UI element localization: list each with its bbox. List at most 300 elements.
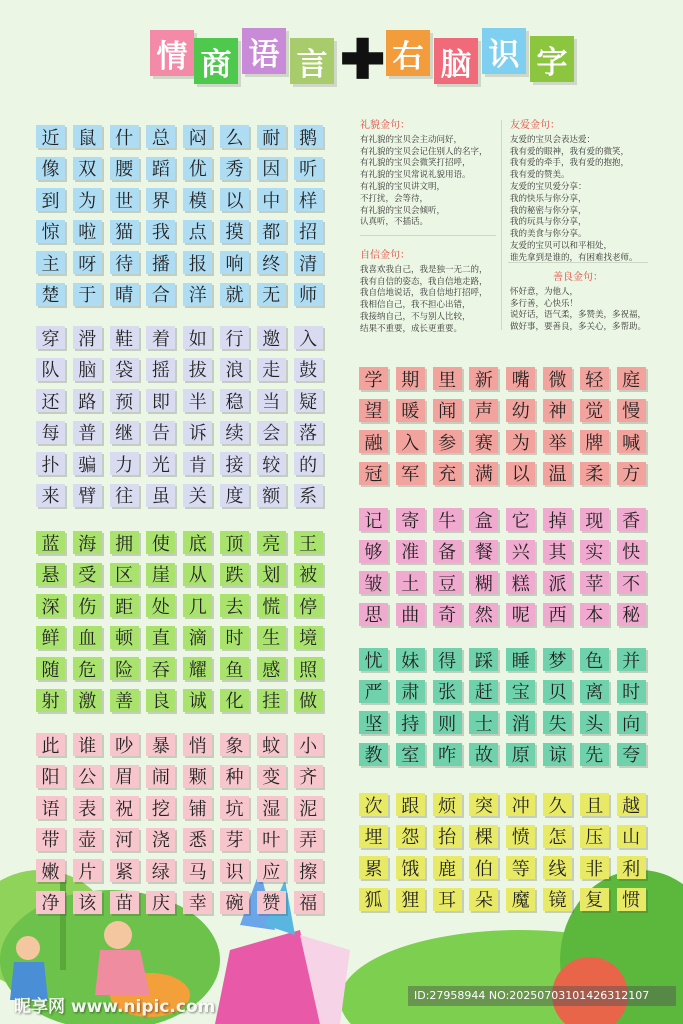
quote-line: 我喜欢我自己，我是独一无二的， <box>360 264 488 275</box>
quote-politeness <box>360 120 488 229</box>
char-card: 待 <box>110 251 139 274</box>
char-card: 土 <box>396 571 425 594</box>
char-card: 轻 <box>580 367 609 390</box>
char-card: 够 <box>359 540 388 563</box>
char-row <box>359 793 653 819</box>
char-card: 闻 <box>433 399 462 422</box>
char-card: 豆 <box>433 571 462 594</box>
right-char-block-1 <box>359 367 653 493</box>
char-card: 颗 <box>183 765 212 788</box>
quote-line: 我接纳自己，不与别人比较， <box>360 311 471 322</box>
char-card: 喊 <box>617 430 646 453</box>
char-card: 闷 <box>183 125 212 148</box>
quote-line: 有礼貌的宝贝会微笑打招呼， <box>360 158 471 169</box>
char-card: 着 <box>146 326 175 349</box>
char-card: 响 <box>220 251 249 274</box>
char-card: 啦 <box>73 220 102 243</box>
watermark-id: ID:27958944 NO:20250703101426312107 <box>408 986 676 1006</box>
title-char: 情 <box>150 30 194 76</box>
char-card: 臂 <box>73 484 102 507</box>
char-card: 继 <box>110 421 139 444</box>
char-card: 嘴 <box>506 367 535 390</box>
char-card: 为 <box>506 430 535 453</box>
char-card: 行 <box>220 326 249 349</box>
char-card: 闹 <box>146 765 175 788</box>
char-card: 生 <box>257 626 286 649</box>
char-card: 嫩 <box>36 859 65 882</box>
char-card: 去 <box>220 594 249 617</box>
char-card: 山 <box>617 825 646 848</box>
char-card: 变 <box>257 765 286 788</box>
char-card: 融 <box>359 430 388 453</box>
char-card: 海 <box>73 531 102 554</box>
char-card: 牛 <box>433 508 462 531</box>
char-card: 魔 <box>506 888 535 911</box>
char-card: 复 <box>580 888 609 911</box>
char-card: 识 <box>220 859 249 882</box>
char-card: 化 <box>220 689 249 712</box>
title-char: 语 <box>242 28 286 74</box>
char-card: 惯 <box>617 888 646 911</box>
char-card: 然 <box>469 603 498 626</box>
char-card: 快 <box>617 540 646 563</box>
char-card: 到 <box>36 188 65 211</box>
char-card: 绿 <box>146 859 175 882</box>
char-row <box>359 367 653 393</box>
char-card: 鞋 <box>110 326 139 349</box>
char-card: 头 <box>580 711 609 734</box>
char-card: 得 <box>433 648 462 671</box>
char-card: 划 <box>257 563 286 586</box>
char-card: 悄 <box>183 733 212 756</box>
char-card: 实 <box>580 540 609 563</box>
quote-line: 友爱的宝贝可以和平相处， <box>510 240 613 251</box>
char-card: 掉 <box>543 508 572 531</box>
char-card: 中 <box>257 188 286 211</box>
char-card: 坚 <box>359 711 388 734</box>
char-card: 慢 <box>617 399 646 422</box>
char-card: 张 <box>433 680 462 703</box>
char-card: 突 <box>469 793 498 816</box>
quote-line: 我相信自己，我不担心出错， <box>360 300 471 311</box>
title-char: 脑 <box>434 38 478 84</box>
char-card: 悬 <box>36 563 65 586</box>
char-card: 秀 <box>220 157 249 180</box>
char-card: 柔 <box>580 462 609 485</box>
char-card: 餐 <box>469 540 498 563</box>
char-card: 鼓 <box>294 358 323 381</box>
char-card: 紧 <box>110 859 139 882</box>
char-card: 愤 <box>506 825 535 848</box>
char-card: 表 <box>73 796 102 819</box>
quote-title: 自信金句： <box>360 250 410 261</box>
char-card: 被 <box>294 563 323 586</box>
char-card: 眉 <box>110 765 139 788</box>
char-card: 幸 <box>183 891 212 914</box>
char-card: 随 <box>36 657 65 680</box>
char-card: 点 <box>183 220 212 243</box>
char-card: 落 <box>294 421 323 444</box>
char-card: 猫 <box>110 220 139 243</box>
quote-line: 多行善，心快乐！ <box>510 298 579 309</box>
char-card: 浇 <box>146 828 175 851</box>
char-card: 无 <box>257 283 286 306</box>
char-card: 里 <box>433 367 462 390</box>
char-card: 幼 <box>506 399 535 422</box>
char-card: 力 <box>110 452 139 475</box>
char-card: 记 <box>359 508 388 531</box>
char-card: 我 <box>146 220 175 243</box>
quote-line: 说好话，语气柔，多赞美，多祝福， <box>510 310 647 321</box>
char-card: 累 <box>359 856 388 879</box>
char-card: 呀 <box>73 251 102 274</box>
char-card: 吞 <box>146 657 175 680</box>
char-card: 师 <box>294 283 323 306</box>
char-card: 微 <box>543 367 572 390</box>
char-row <box>36 733 330 759</box>
char-card: 苗 <box>110 891 139 914</box>
char-card: 小 <box>294 733 323 756</box>
char-card: 利 <box>617 856 646 879</box>
char-card: 糊 <box>469 571 498 594</box>
char-card: 直 <box>146 626 175 649</box>
char-card: 境 <box>294 626 323 649</box>
quote-line: 我的快乐与你分享， <box>510 193 587 204</box>
char-card: 就 <box>220 283 249 306</box>
right-char-block-2 <box>359 508 653 634</box>
char-row <box>359 540 653 566</box>
char-card: 寄 <box>396 508 425 531</box>
char-card: 望 <box>359 399 388 422</box>
char-card: 摇 <box>146 358 175 381</box>
quote-friendship <box>510 120 638 265</box>
char-card: 镜 <box>543 888 572 911</box>
char-card: 悉 <box>183 828 212 851</box>
char-card: 队 <box>36 358 65 381</box>
char-card: 光 <box>146 452 175 475</box>
char-row <box>36 531 330 557</box>
quote-line: 友爱的宝贝爱分享： <box>510 181 587 192</box>
char-card: 较 <box>257 452 286 475</box>
char-card: 越 <box>617 793 646 816</box>
char-card: 像 <box>36 157 65 180</box>
char-card: 此 <box>36 733 65 756</box>
char-card: 停 <box>294 594 323 617</box>
char-row <box>359 743 653 769</box>
char-card: 跌 <box>220 563 249 586</box>
char-card: 庆 <box>146 891 175 914</box>
char-card: 深 <box>36 594 65 617</box>
char-card: 额 <box>257 484 286 507</box>
quote-confidence <box>360 250 488 336</box>
title-char: 右 <box>386 30 430 76</box>
char-card: 西 <box>543 603 572 626</box>
char-card: 即 <box>146 389 175 412</box>
char-card: 泥 <box>294 796 323 819</box>
char-card: 当 <box>257 389 286 412</box>
quote-divider-vertical <box>501 120 502 330</box>
char-card: 盒 <box>469 508 498 531</box>
char-card: 受 <box>73 563 102 586</box>
char-card: 听 <box>294 157 323 180</box>
char-card: 种 <box>220 765 249 788</box>
char-card: 关 <box>183 484 212 507</box>
char-card: 险 <box>110 657 139 680</box>
char-row <box>36 689 330 715</box>
char-card: 诉 <box>183 421 212 444</box>
char-card: 崖 <box>146 563 175 586</box>
char-card: 洋 <box>183 283 212 306</box>
char-card: 烦 <box>433 793 462 816</box>
char-card: 持 <box>396 711 425 734</box>
quote-line: 有礼貌的宝贝讲文明， <box>360 181 446 192</box>
char-row <box>359 462 653 488</box>
char-card: 呢 <box>506 603 535 626</box>
quote-line: 我有爱的眼神，我有爱的微笑， <box>510 146 630 157</box>
char-card: 入 <box>294 326 323 349</box>
char-card: 派 <box>543 571 572 594</box>
char-card: 近 <box>36 125 65 148</box>
char-card: 拔 <box>183 358 212 381</box>
char-card: 邀 <box>257 326 286 349</box>
char-card: 会 <box>257 421 286 444</box>
char-card: 谁 <box>73 733 102 756</box>
char-card: 齐 <box>294 765 323 788</box>
char-card: 咋 <box>433 743 462 766</box>
char-row <box>36 765 330 791</box>
char-card: 伤 <box>73 594 102 617</box>
char-card: 饿 <box>396 856 425 879</box>
char-card: 片 <box>73 859 102 882</box>
char-card: 以 <box>506 462 535 485</box>
char-card: 播 <box>146 251 175 274</box>
char-row <box>36 484 330 510</box>
char-card: 兴 <box>506 540 535 563</box>
char-row <box>36 796 330 822</box>
char-card: 虽 <box>146 484 175 507</box>
char-card: 处 <box>146 594 175 617</box>
char-card: 狐 <box>359 888 388 911</box>
quote-kindness <box>510 272 646 334</box>
char-card: 于 <box>73 283 102 306</box>
char-card: 暖 <box>396 399 425 422</box>
char-row <box>359 711 653 737</box>
char-card: 晴 <box>110 283 139 306</box>
char-card: 续 <box>220 421 249 444</box>
char-card: 穿 <box>36 326 65 349</box>
quote-line: 我的秘密与你分享， <box>510 205 587 216</box>
char-card: 原 <box>506 743 535 766</box>
right-char-block-4 <box>359 793 653 919</box>
char-card: 度 <box>220 484 249 507</box>
char-card: 象 <box>220 733 249 756</box>
left-char-block-2 <box>36 326 330 516</box>
char-card: 慌 <box>257 594 286 617</box>
char-card: 疑 <box>294 389 323 412</box>
char-card: 参 <box>433 430 462 453</box>
char-card: 非 <box>580 856 609 879</box>
char-card: 善 <box>110 689 139 712</box>
char-row <box>36 452 330 478</box>
char-card: 亮 <box>257 531 286 554</box>
quote-title: 礼貌金句： <box>360 120 410 131</box>
title-char: 言 <box>290 38 334 84</box>
char-card: 鹅 <box>294 125 323 148</box>
char-card: 鼠 <box>73 125 102 148</box>
char-card: 蚊 <box>257 733 286 756</box>
quote-line: 有礼貌的宝贝会倾听， <box>360 205 446 216</box>
char-card: 狸 <box>396 888 425 911</box>
char-card: 则 <box>433 711 462 734</box>
char-card: 楚 <box>36 283 65 306</box>
quote-line: 我有爱的赞美。 <box>510 170 570 181</box>
char-card: 为 <box>73 188 102 211</box>
char-card: 主 <box>36 251 65 274</box>
char-card: 浪 <box>220 358 249 381</box>
char-card: 普 <box>73 421 102 444</box>
char-card: 以 <box>220 188 249 211</box>
char-card: 埋 <box>359 825 388 848</box>
char-card: 抬 <box>433 825 462 848</box>
char-card: 举 <box>543 430 572 453</box>
char-card: 半 <box>183 389 212 412</box>
right-char-block-3 <box>359 648 653 774</box>
char-card: 庭 <box>617 367 646 390</box>
char-card: 室 <box>396 743 425 766</box>
char-row <box>36 626 330 652</box>
char-card: 且 <box>580 793 609 816</box>
quote-line: 友爱的宝贝会表达爱： <box>510 134 596 145</box>
char-card: 摸 <box>220 220 249 243</box>
char-card: 伯 <box>469 856 498 879</box>
char-card: 惊 <box>36 220 65 243</box>
char-card: 样 <box>294 188 323 211</box>
quote-line: 我自信地说话，我自信地打招呼， <box>360 288 488 299</box>
char-row <box>359 399 653 425</box>
char-card: 该 <box>73 891 102 914</box>
left-char-block-3 <box>36 531 330 721</box>
char-card: 军 <box>396 462 425 485</box>
char-card: 都 <box>257 220 286 243</box>
char-card: 袋 <box>110 358 139 381</box>
quote-line: 不打扰，会等待， <box>360 193 429 204</box>
char-card: 坑 <box>220 796 249 819</box>
char-row <box>36 594 330 620</box>
char-card: 挖 <box>146 796 175 819</box>
char-card: 走 <box>257 358 286 381</box>
char-card: 顶 <box>220 531 249 554</box>
char-card: 新 <box>469 367 498 390</box>
char-card: 它 <box>506 508 535 531</box>
char-card: 蹈 <box>146 157 175 180</box>
char-card: 肃 <box>396 680 425 703</box>
char-card: 终 <box>257 251 286 274</box>
char-card: 期 <box>396 367 425 390</box>
char-card: 学 <box>359 367 388 390</box>
char-card: 妹 <box>396 648 425 671</box>
char-card: 招 <box>294 220 323 243</box>
char-card: 冲 <box>506 793 535 816</box>
char-card: 界 <box>146 188 175 211</box>
left-char-block-4 <box>36 733 330 923</box>
char-card: 谅 <box>543 743 572 766</box>
quote-title: 友爱金句： <box>510 120 560 131</box>
char-card: 色 <box>580 648 609 671</box>
char-card: 祝 <box>110 796 139 819</box>
char-card: 优 <box>183 157 212 180</box>
char-card: 离 <box>580 680 609 703</box>
char-row <box>359 856 653 882</box>
quote-line: 怀好意，为他人， <box>510 286 579 297</box>
char-card: 危 <box>73 657 102 680</box>
char-row <box>359 888 653 914</box>
plus-icon: ✚ <box>340 27 386 91</box>
char-row <box>36 421 330 447</box>
char-card: 骗 <box>73 452 102 475</box>
quote-line: 谁先拿到是谁的，有困难找老师。 <box>510 252 638 263</box>
char-row <box>359 508 653 534</box>
char-card: 睡 <box>506 648 535 671</box>
char-card: 准 <box>396 540 425 563</box>
char-card: 区 <box>110 563 139 586</box>
watermark-logo: 昵享网 www.nipic.com <box>14 997 216 1017</box>
char-card: 温 <box>543 462 572 485</box>
char-card: 湿 <box>257 796 286 819</box>
char-card: 清 <box>294 251 323 274</box>
char-row <box>359 603 653 629</box>
char-card: 从 <box>183 563 212 586</box>
char-card: 弄 <box>294 828 323 851</box>
char-card: 擦 <box>294 859 323 882</box>
char-card: 充 <box>433 462 462 485</box>
char-card: 其 <box>543 540 572 563</box>
char-card: 射 <box>36 689 65 712</box>
quote-line: 我有自信的姿态，我自信地走路， <box>360 276 488 287</box>
quote-line: 认真听，不插话。 <box>360 217 429 228</box>
char-card: 如 <box>183 326 212 349</box>
char-card: 向 <box>617 711 646 734</box>
char-row <box>359 430 653 456</box>
char-row <box>36 828 330 854</box>
char-card: 牌 <box>580 430 609 453</box>
char-row <box>36 859 330 885</box>
char-card: 秘 <box>617 603 646 626</box>
char-card: 来 <box>36 484 65 507</box>
char-card: 蓝 <box>36 531 65 554</box>
char-card: 拥 <box>110 531 139 554</box>
char-card: 夸 <box>617 743 646 766</box>
char-card: 冠 <box>359 462 388 485</box>
char-card: 糕 <box>506 571 535 594</box>
char-row <box>359 825 653 851</box>
char-card: 每 <box>36 421 65 444</box>
quote-line: 我有爱的牵手，我有爱的抱抱， <box>510 158 630 169</box>
char-card: 腰 <box>110 157 139 180</box>
char-card: 棵 <box>469 825 498 848</box>
char-card: 碗 <box>220 891 249 914</box>
char-row <box>36 891 330 917</box>
char-card: 贝 <box>543 680 572 703</box>
char-card: 顿 <box>110 626 139 649</box>
char-card: 先 <box>580 743 609 766</box>
char-card: 预 <box>110 389 139 412</box>
char-card: 曲 <box>396 603 425 626</box>
char-card: 总 <box>146 125 175 148</box>
char-row <box>36 220 330 246</box>
char-card: 王 <box>294 531 323 554</box>
char-card: 滑 <box>73 326 102 349</box>
char-card: 香 <box>617 508 646 531</box>
